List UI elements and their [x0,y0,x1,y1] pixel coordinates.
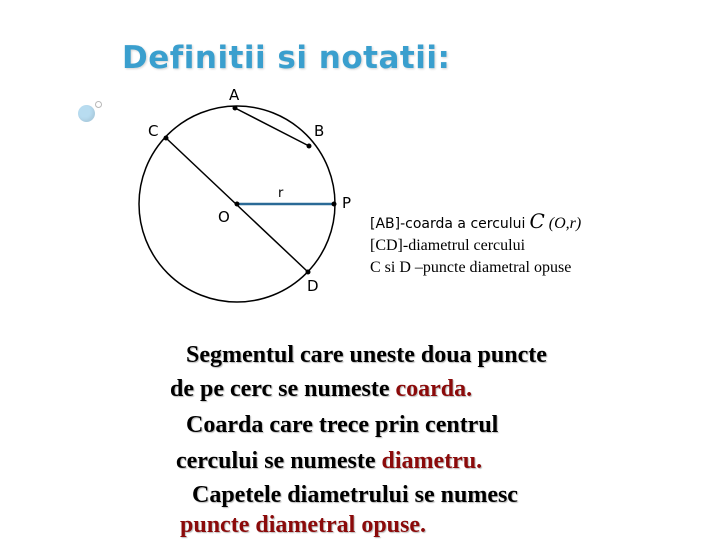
point-b-dot [307,144,312,149]
point-o-dot [235,202,240,207]
point-a-dot [233,106,238,111]
paragraph-line-5: Capetele diametrului se numesc [192,482,518,508]
label-c: C [148,122,159,140]
note-chord [370,210,581,235]
note-chord-text: [AB]-coarda a cercului [370,216,526,232]
label-a: A [229,86,240,104]
note-opposite-points: C si D –puncte diametral opuse [370,259,572,276]
circle-args: (O,r) [548,215,582,232]
note-diameter: [CD]-diametrul cercului [370,237,526,254]
point-d-dot [306,270,311,275]
label-o: O [218,208,230,226]
paragraph-line-6 [180,512,426,539]
label-b: B [314,122,325,140]
point-p-dot [332,202,337,207]
circle-symbol: C [529,209,545,233]
paragraph-line-2: de pe cerc se numeste coarda. [170,376,473,402]
notation-notes [370,210,581,279]
label-p: P [342,194,352,212]
term-diametru: diametru. [381,448,483,474]
paragraph-line-4: cercului se numeste diametru. [176,448,483,474]
term-coarda: coarda. [395,376,473,402]
label-d: D [307,277,319,295]
label-r: r [278,186,284,201]
point-c-dot [164,136,169,141]
page-title: Definitii si notatii: [122,40,451,76]
paragraph-line-1: Segmentul care uneste doua puncte [186,342,547,368]
term-puncte-diametral-opuse: puncte diametral opuse. [180,512,426,538]
paragraph-line-3: Coarda care trece prin centrul [186,412,499,438]
